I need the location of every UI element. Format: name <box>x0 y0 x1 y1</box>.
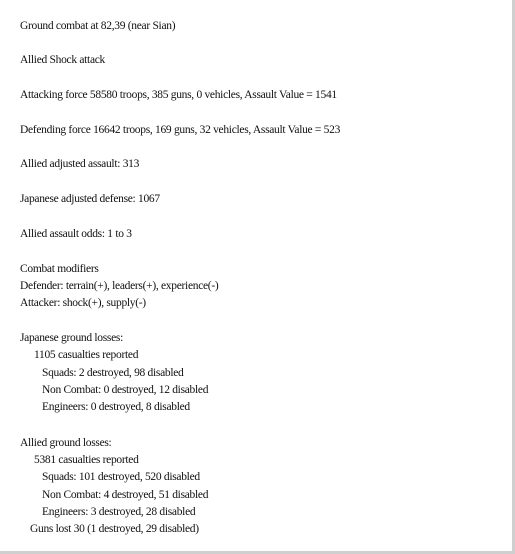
allied-squads-losses: Squads: 101 destroyed, 520 disabled <box>42 471 200 483</box>
defending-force-line: Defending force 16642 troops, 169 guns, 32 vehicles, Assault Value = 523 <box>20 124 341 136</box>
allied-engineer-losses: Engineers: 3 destroyed, 28 disabled <box>42 506 196 518</box>
japanese-engineer-losses: Engineers: 0 destroyed, 8 disabled <box>42 401 190 413</box>
japanese-casualties: 1105 casualties reported <box>34 349 139 361</box>
allied-adjusted-assault: Allied adjusted assault: 313 <box>20 158 140 170</box>
japanese-noncombat-losses: Non Combat: 0 destroyed, 12 disabled <box>42 384 209 396</box>
defender-modifiers: Defender: terrain(+), leaders(+), experience(-) <box>20 280 219 292</box>
attack-type: Allied Shock attack <box>20 54 105 66</box>
allied-noncombat-losses: Non Combat: 4 destroyed, 51 disabled <box>42 489 209 501</box>
japanese-losses-title: Japanese ground losses: <box>20 332 123 344</box>
japanese-squads-losses: Squads: 2 destroyed, 98 disabled <box>42 367 184 379</box>
allied-assault-odds: Allied assault odds: 1 to 3 <box>20 228 132 240</box>
attacking-force-line: Attacking force 58580 troops, 385 guns, 0 vehicles, Assault Value = 1541 <box>20 89 337 101</box>
combat-modifiers-title: Combat modifiers <box>20 263 99 275</box>
allied-losses-title: Allied ground losses: <box>20 437 112 449</box>
japanese-adjusted-defense: Japanese adjusted defense: 1067 <box>20 193 160 205</box>
allied-casualties: 5381 casualties reported <box>34 454 139 466</box>
combat-header: Ground combat at 82,39 (near Sian) <box>20 20 176 32</box>
attacker-modifiers: Attacker: shock(+), supply(-) <box>20 297 146 309</box>
allied-guns-lost: Guns lost 30 (1 destroyed, 29 disabled) <box>30 523 199 535</box>
